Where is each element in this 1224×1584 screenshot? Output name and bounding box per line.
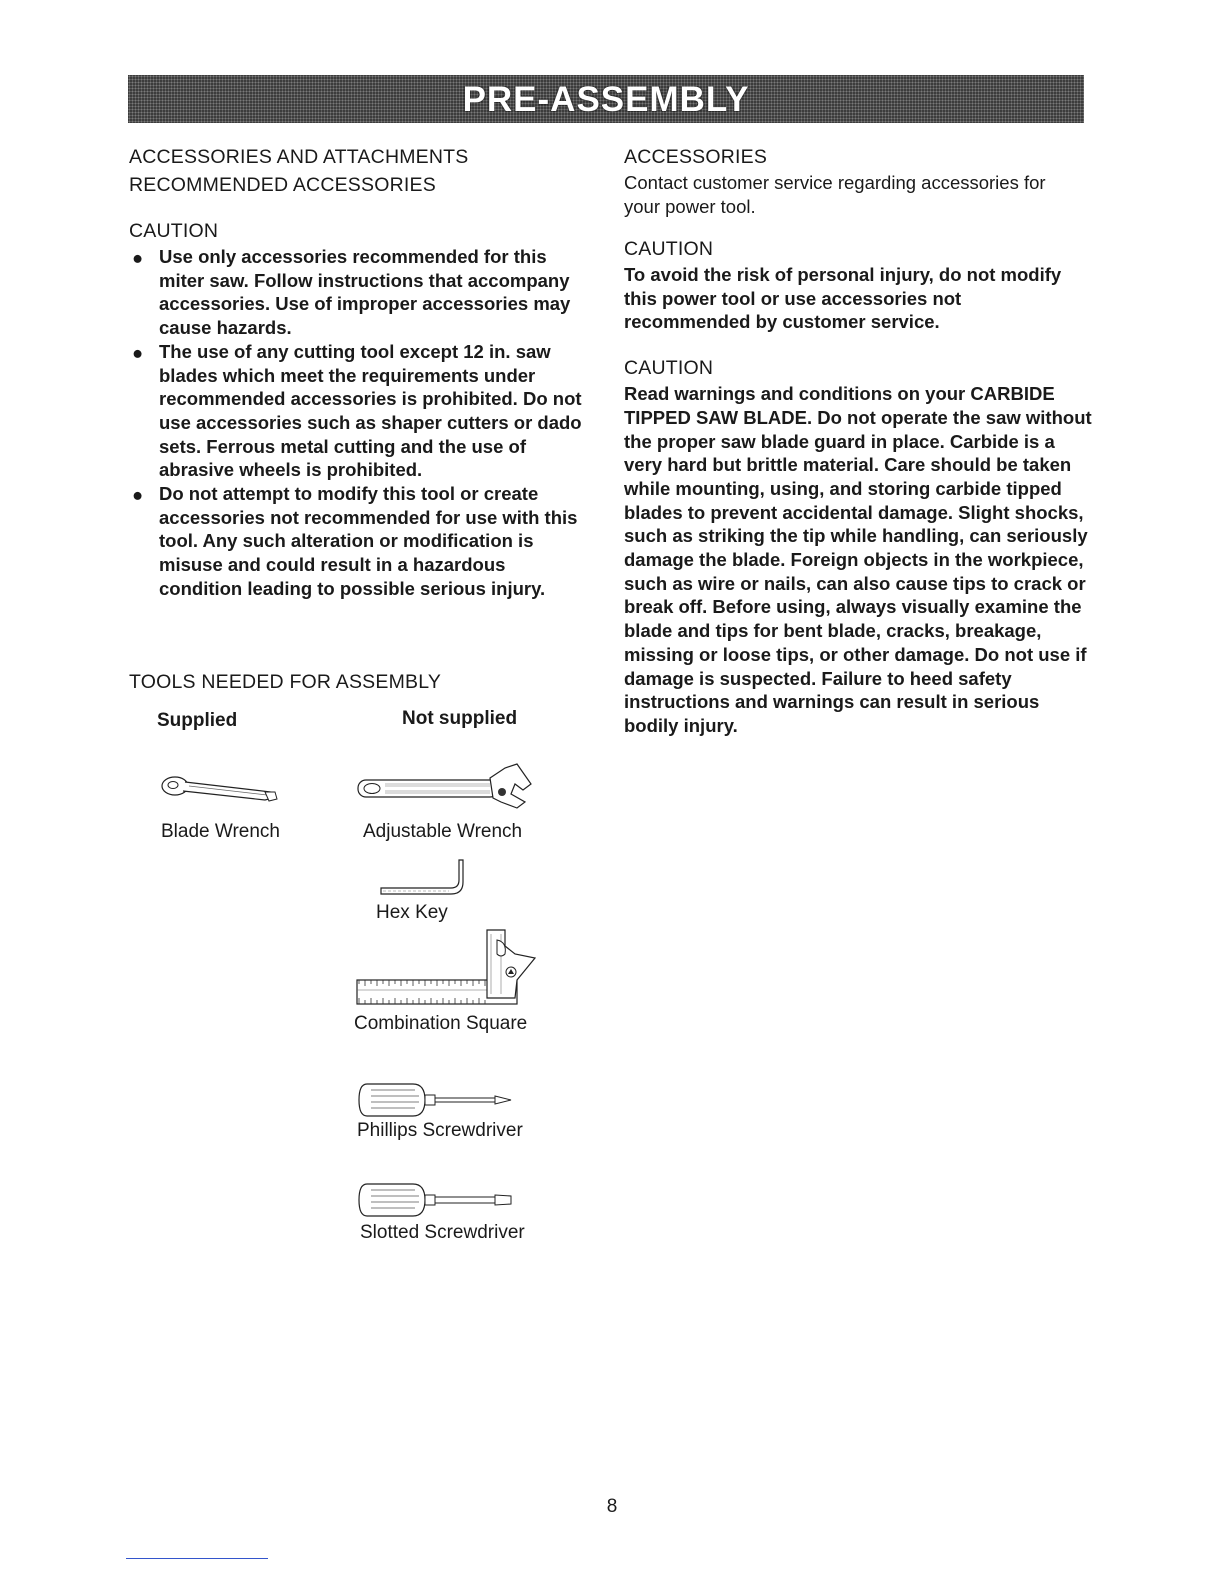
list-item <box>129 340 591 482</box>
slotted-screwdriver-icon <box>355 1180 520 1220</box>
heading-accessories: ACCESSORIES <box>624 146 768 168</box>
combination-square-label: Combination Square <box>354 1013 528 1034</box>
heading-recommended-accessories: RECOMMENDED ACCESSORIES <box>129 174 436 196</box>
section-banner <box>128 75 1084 123</box>
blade-wrench-icon <box>159 772 284 806</box>
caution-text: Read warnings and conditions on your CARBIDE TIPPED SAW BLADE. Do not operate the saw without the proper saw blade guard in place. Carbide is a very hard but brittle material. Care should be taken while mounting, using, and storing carbide tipped blades to prevent accidental damage. Slight shocks, such as striking the tip while handling, can seriously damage the blade. Foreign objects in the workpiece, such as wire or nails, can also cause tips to crack or break off. Before using, always visually examine the blade and tips for bent blade, cracks, breakage, missing or loose tips, or other damage. Do not use if damage is suspected. Failure to heed safety instructions and warnings can result in serious bodily injury. <box>624 383 1092 736</box>
heading-accessories-attachments: ACCESSORIES AND ATTACHMENTS <box>129 146 469 168</box>
heading-tools-needed: TOOLS NEEDED FOR ASSEMBLY <box>129 671 442 693</box>
bullet-icon: ● <box>132 247 144 268</box>
tools-figure <box>129 690 599 1250</box>
bullet-text: Do not attempt to modify this tool or create accessories not recommended for use with this tool. Any such alteration or modification is misuse and could result in a hazardous condition leading to possible serious injury. <box>159 483 578 599</box>
hex-key-icon <box>379 858 469 898</box>
accessories-text: Contact customer service regarding accessories for your power tool. <box>624 172 1046 217</box>
left-column <box>129 143 591 601</box>
blade-wrench-label: Blade Wrench <box>161 821 280 842</box>
page-number: 8 <box>606 1496 618 1517</box>
caution-list <box>129 245 591 601</box>
bullet-icon: ● <box>132 341 144 363</box>
footer-divider <box>126 1558 268 1559</box>
phillips-screwdriver-icon <box>355 1080 520 1120</box>
list-item <box>129 482 591 601</box>
right-column <box>624 143 1094 738</box>
caution-label: CAUTION <box>624 238 714 260</box>
page-title: PRE-ASSEMBLY <box>462 79 750 119</box>
caution-label: CAUTION <box>624 357 714 380</box>
phillips-screwdriver-label: Phillips Screwdriver <box>357 1120 523 1141</box>
caution-text: To avoid the risk of personal injury, do not modify this power tool or use accessories not recommended by customer service. <box>624 264 1062 333</box>
adjustable-wrench-label: Adjustable Wrench <box>363 821 523 842</box>
bullet-icon: ● <box>132 484 144 506</box>
caution-label: CAUTION <box>129 220 219 242</box>
adjustable-wrench-icon <box>355 762 540 810</box>
list-item <box>129 245 591 340</box>
slotted-screwdriver-label: Slotted Screwdriver <box>360 1222 525 1243</box>
bullet-text: Use only accessories recommended for this miter saw. Follow instructions that accompany accessories. Use of improper accessories may cause hazards. <box>159 246 571 339</box>
supplied-label: Supplied <box>157 710 238 731</box>
combination-square-icon <box>355 928 540 1010</box>
bullet-text: The use of any cutting tool except 12 in. saw blades which meet the requirements under recommended accessories is prohibited. Do not use accessories such as shaper cutters or dado sets. Ferrous metal cutting and the use of abrasive wheels is prohibited. <box>159 340 582 481</box>
not-supplied-label: Not supplied <box>402 708 518 729</box>
hex-key-label: Hex Key <box>376 902 448 923</box>
